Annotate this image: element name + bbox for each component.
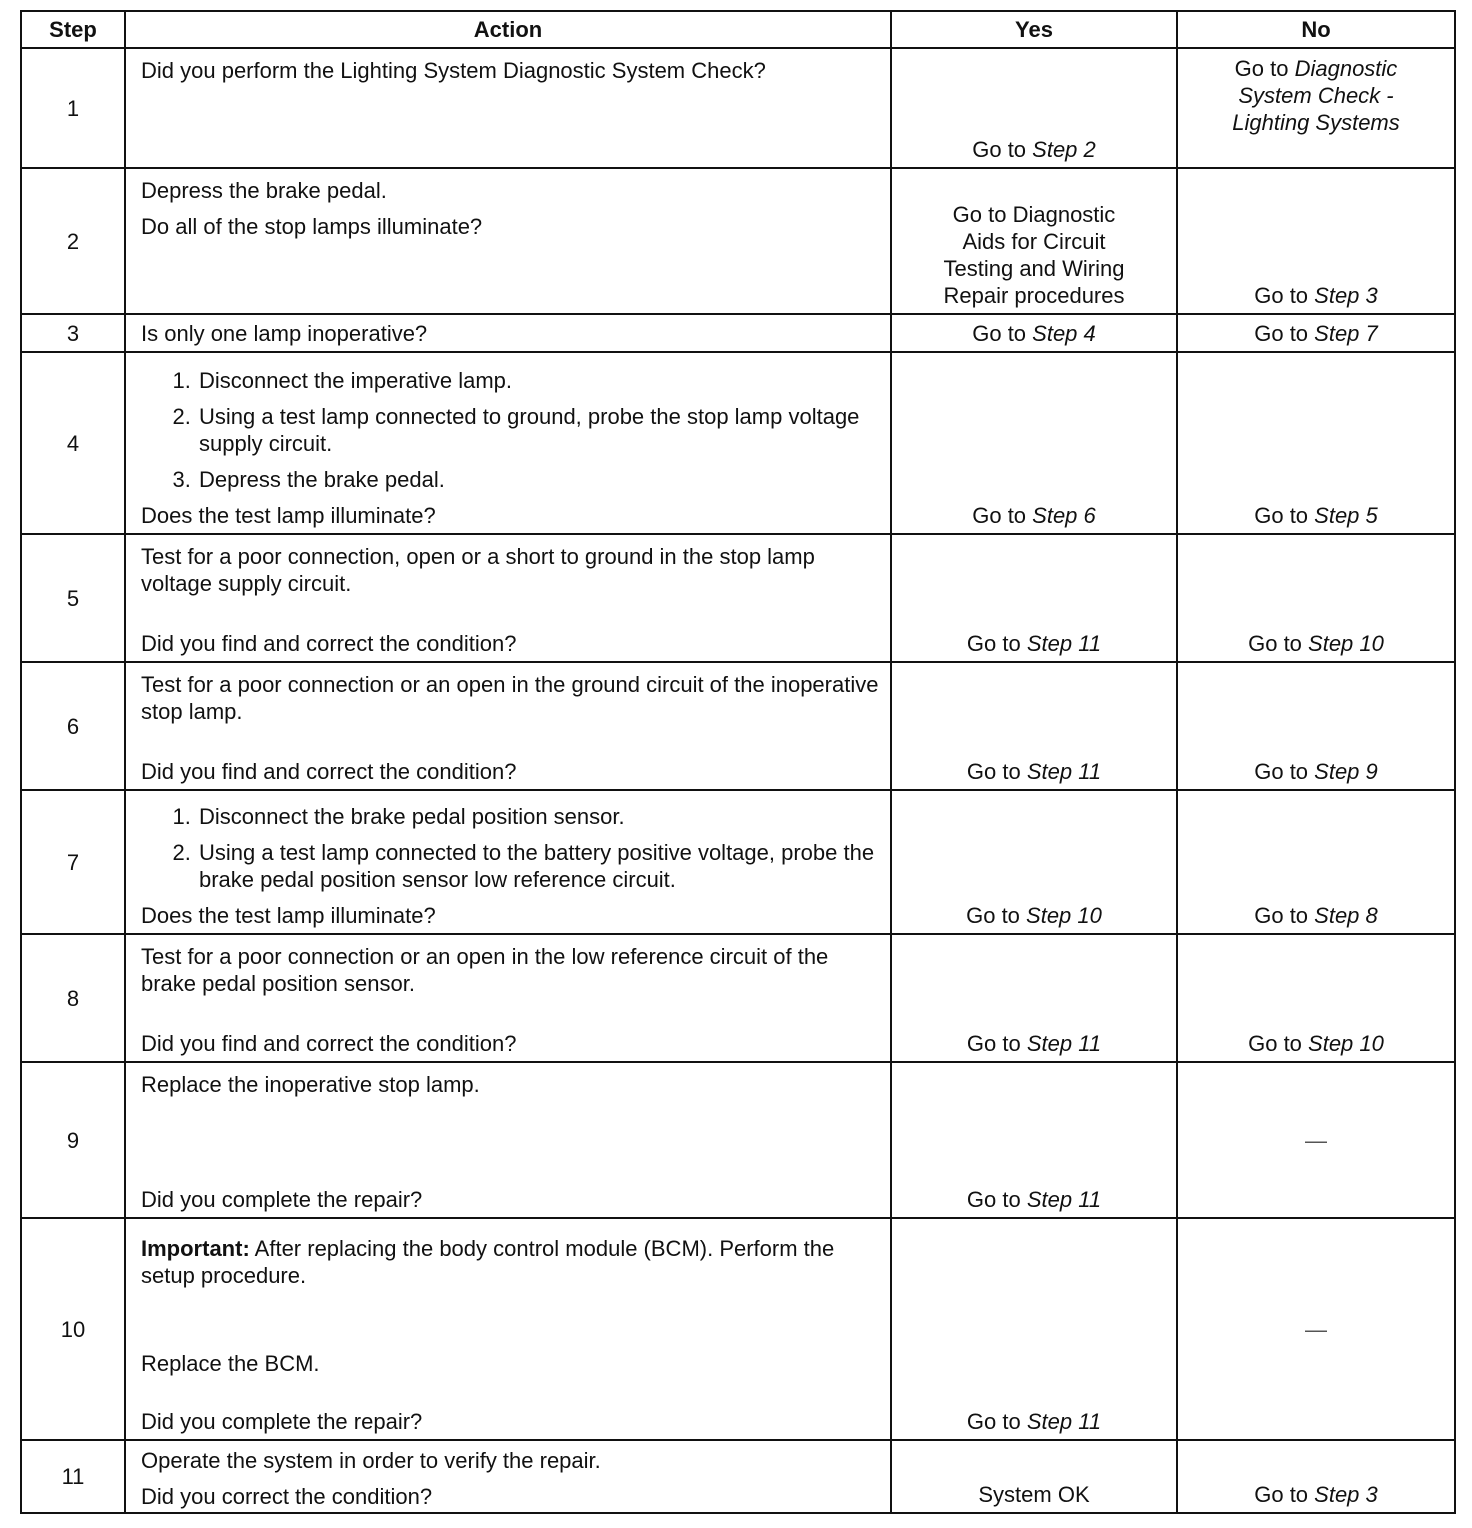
no-cell	[1177, 534, 1455, 662]
yes-prefix: Go to	[966, 903, 1027, 928]
header-no: No	[1177, 11, 1455, 48]
yes-prefix: Go to	[966, 1409, 1027, 1434]
important-text: After replacing the body control module (BCM). Perform the setup procedure.	[141, 1236, 835, 1288]
action-instruction: Test for a poor connection or an open in the low reference circuit of the brake pedal position sensor.	[141, 944, 829, 996]
table-row-step-11	[21, 1440, 1455, 1513]
action-steps-list	[141, 803, 880, 893]
no-prefix: Go to	[1254, 320, 1315, 346]
no-prefix: Go to	[1248, 1031, 1309, 1056]
step-number: 1	[21, 48, 125, 168]
important-label: Important:	[141, 1236, 250, 1261]
action-instruction: Operate the system in order to verify the repair.	[141, 1448, 601, 1473]
yes-cell	[891, 1218, 1177, 1440]
no-cell	[1177, 168, 1455, 314]
action-cell	[125, 168, 891, 314]
action-question: Does the test lamp illuminate?	[141, 503, 436, 528]
yes-step-ref: Step 2	[1032, 137, 1096, 162]
action-instruction: Depress the brake pedal.	[141, 178, 387, 203]
no-prefix: Go to	[1254, 283, 1315, 308]
yes-cell	[891, 352, 1177, 534]
important-note	[141, 1235, 880, 1289]
yes-line-4: Repair procedures	[943, 283, 1125, 308]
action-cell	[125, 352, 891, 534]
table-row-step-3	[21, 314, 1455, 352]
yes-cell	[891, 48, 1177, 168]
yes-cell	[891, 314, 1177, 352]
no-step-ref: Step 9	[1314, 759, 1378, 784]
no-cell	[1177, 352, 1455, 534]
no-cell	[1177, 662, 1455, 790]
diagnostic-table	[20, 10, 1456, 1514]
action-instruction: Test for a poor connection or an open in the ground circuit of the inoperative stop lamp.	[141, 672, 879, 724]
no-cell	[1177, 48, 1455, 168]
action-question: Is only one lamp inoperative?	[141, 320, 428, 346]
no-dash: —	[1305, 1316, 1327, 1342]
yes-step-ref: Step 11	[1026, 1409, 1102, 1434]
no-step-ref: Step 10	[1308, 631, 1384, 656]
yes-step-ref: Step 11	[1026, 1031, 1102, 1056]
no-step-ref: Step 8	[1314, 903, 1378, 928]
action-instruction: Replace the BCM.	[141, 1351, 320, 1376]
table-row-step-8	[21, 934, 1455, 1062]
no-cell	[1177, 1062, 1455, 1218]
no-ref-line1: Diagnostic	[1294, 56, 1398, 81]
table-row-step-1	[21, 48, 1455, 168]
table-row-step-9	[21, 1062, 1455, 1218]
yes-cell	[891, 1062, 1177, 1218]
action-cell	[125, 48, 891, 168]
action-cell	[125, 314, 891, 352]
step-number: 2	[21, 168, 125, 314]
table-row-step-6	[21, 662, 1455, 790]
action-steps-list	[141, 367, 880, 493]
no-prefix: Go to	[1234, 56, 1295, 81]
step-number: 6	[21, 662, 125, 790]
yes-line-2: Aids for Circuit	[962, 229, 1106, 254]
no-step-ref: Step 3	[1314, 283, 1378, 308]
table-header-row	[21, 11, 1455, 48]
action-question: Do all of the stop lamps illuminate?	[141, 214, 483, 239]
yes-prefix: Go to	[966, 759, 1027, 784]
step-number: 9	[21, 1062, 125, 1218]
no-prefix: Go to	[1254, 1482, 1315, 1507]
yes-step-ref: Step 6	[1032, 503, 1096, 528]
no-cell	[1177, 1218, 1455, 1440]
header-action: Action	[125, 11, 891, 48]
yes-step-ref: Step 11	[1026, 1187, 1102, 1212]
yes-cell	[891, 934, 1177, 1062]
no-step-ref: Step 10	[1308, 1031, 1384, 1056]
no-cell	[1177, 790, 1455, 934]
step-number: 11	[21, 1440, 125, 1513]
action-question: Did you find and correct the condition?	[141, 631, 517, 656]
table-row-step-4	[21, 352, 1455, 534]
step-number: 4	[21, 352, 125, 534]
yes-line-1: Go to Diagnostic	[952, 202, 1116, 227]
action-question: Did you find and correct the condition?	[141, 759, 517, 784]
no-prefix: Go to	[1254, 759, 1315, 784]
table-row-step-7	[21, 790, 1455, 934]
no-cell	[1177, 314, 1455, 352]
action-instruction: Replace the inoperative stop lamp.	[141, 1072, 480, 1097]
yes-prefix: Go to	[966, 631, 1027, 656]
header-step: Step	[21, 11, 125, 48]
step-number: 3	[21, 314, 125, 352]
diagnostic-table-container	[20, 10, 1456, 1514]
action-cell	[125, 534, 891, 662]
list-item: 2. Using a test lamp connected to the battery positive voltage, probe the brake pedal position sensor low reference circuit.	[197, 839, 880, 893]
no-step-ref: Step 3	[1314, 1482, 1378, 1507]
yes-result: System OK	[978, 1482, 1090, 1507]
yes-prefix: Go to	[972, 137, 1033, 162]
yes-cell	[891, 790, 1177, 934]
yes-line-3: Testing and Wiring	[943, 256, 1125, 281]
no-ref-line2: System Check -	[1238, 83, 1394, 108]
no-ref-line3: Lighting Systems	[1232, 110, 1400, 135]
step-number: 8	[21, 934, 125, 1062]
no-prefix: Go to	[1254, 903, 1315, 928]
list-item: 1. Disconnect the brake pedal position sensor.	[197, 803, 880, 830]
yes-prefix: Go to	[966, 1031, 1027, 1056]
list-item: 1. Disconnect the imperative lamp.	[197, 367, 880, 394]
yes-step-ref: Step 4	[1032, 320, 1096, 346]
step-number: 5	[21, 534, 125, 662]
step-number: 10	[21, 1218, 125, 1440]
yes-prefix: Go to	[972, 503, 1033, 528]
action-question: Did you complete the repair?	[141, 1409, 423, 1434]
action-cell	[125, 934, 891, 1062]
yes-step-ref: Step 11	[1026, 631, 1102, 656]
no-prefix: Go to	[1254, 503, 1315, 528]
yes-cell	[891, 1440, 1177, 1513]
yes-step-ref: Step 11	[1026, 759, 1102, 784]
action-question: Did you perform the Lighting System Diagnostic System Check?	[141, 58, 766, 83]
no-step-ref: Step 7	[1314, 320, 1378, 346]
action-question: Does the test lamp illuminate?	[141, 903, 436, 928]
list-item: 2. Using a test lamp connected to ground, probe the stop lamp voltage supply circuit.	[197, 403, 880, 457]
step-number: 7	[21, 790, 125, 934]
header-yes: Yes	[891, 11, 1177, 48]
no-cell	[1177, 1440, 1455, 1513]
no-step-ref: Step 5	[1314, 503, 1378, 528]
action-cell	[125, 1062, 891, 1218]
no-prefix: Go to	[1248, 631, 1309, 656]
action-instruction: Test for a poor connection, open or a short to ground in the stop lamp voltage supply circuit.	[141, 544, 815, 596]
no-cell	[1177, 934, 1455, 1062]
yes-cell	[891, 662, 1177, 790]
action-cell	[125, 662, 891, 790]
list-item: 3. Depress the brake pedal.	[197, 466, 880, 493]
action-cell	[125, 1440, 891, 1513]
action-cell	[125, 1218, 891, 1440]
action-question: Did you find and correct the condition?	[141, 1031, 517, 1056]
table-row-step-5	[21, 534, 1455, 662]
yes-cell	[891, 168, 1177, 314]
table-row-step-2	[21, 168, 1455, 314]
action-question: Did you complete the repair?	[141, 1187, 423, 1212]
yes-cell	[891, 534, 1177, 662]
table-row-step-10	[21, 1218, 1455, 1440]
action-question: Did you correct the condition?	[141, 1484, 433, 1509]
no-dash: —	[1305, 1127, 1327, 1153]
yes-step-ref: Step 10	[1026, 903, 1102, 928]
yes-prefix: Go to	[966, 1187, 1027, 1212]
action-cell	[125, 790, 891, 934]
yes-prefix: Go to	[972, 320, 1033, 346]
